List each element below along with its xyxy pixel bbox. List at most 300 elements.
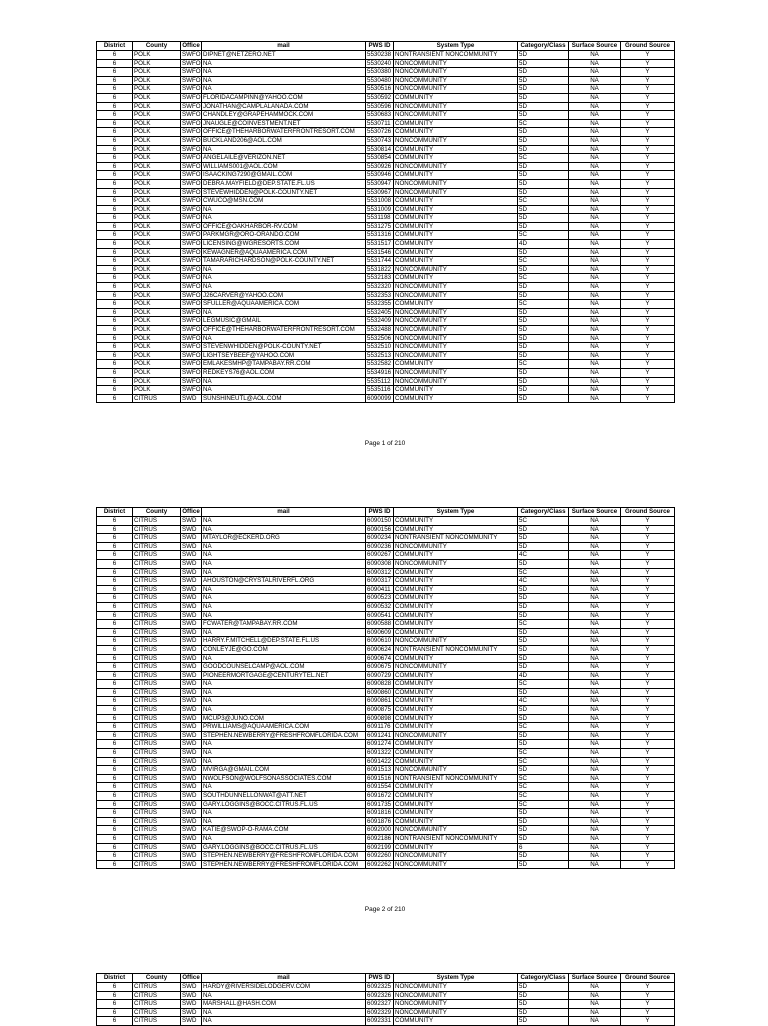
cell-county: POLK <box>133 308 181 317</box>
cell-mail: NA <box>202 76 366 85</box>
cell-category-class: 5C <box>518 774 569 783</box>
table-row <box>97 136 675 145</box>
cell-office: SWD <box>181 706 202 715</box>
cell-ground-source: Y <box>621 585 675 594</box>
cell-category-class: 5D <box>518 542 569 551</box>
cell-surface-source: NA <box>569 1008 621 1017</box>
cell-office: SWD <box>181 757 202 766</box>
cell-ground-source: Y <box>621 534 675 543</box>
cell-office: SWD <box>181 671 202 680</box>
cell-category-class: 5D <box>518 317 569 326</box>
table-row <box>97 145 675 154</box>
cell-district: 6 <box>97 51 133 60</box>
cell-county: CITRUS <box>133 843 181 852</box>
cell-ground-source: Y <box>621 283 675 292</box>
cell-district: 6 <box>97 568 133 577</box>
cell-mail: ANGELAILE@VERIZON.NET <box>202 154 366 163</box>
cell-system-type: COMMUNITY <box>394 171 518 180</box>
cell-system-type: COMMUNITY <box>394 671 518 680</box>
cell-county: CITRUS <box>133 740 181 749</box>
cell-mail: NA <box>202 283 366 292</box>
cell-system-type: NONCOMMUNITY <box>394 59 518 68</box>
column-header-category-class: Category/Class <box>518 508 569 517</box>
cell-pws-id: 5532183 <box>366 274 394 283</box>
cell-category-class: 5D <box>518 128 569 137</box>
cell-category-class: 5D <box>518 343 569 352</box>
cell-district: 6 <box>97 291 133 300</box>
cell-pws-id: 6091176 <box>366 723 394 732</box>
cell-surface-source: NA <box>569 291 621 300</box>
cell-ground-source: Y <box>621 663 675 672</box>
cell-pws-id: 5530967 <box>366 188 394 197</box>
cell-category-class: 5D <box>518 102 569 111</box>
data-table <box>96 41 675 403</box>
cell-mail: FCWATER@TAMPABAY.RR.COM <box>202 620 366 629</box>
cell-district: 6 <box>97 517 133 526</box>
cell-system-type: COMMUNITY <box>394 300 518 309</box>
cell-pws-id: 6091241 <box>366 731 394 740</box>
cell-category-class: 5D <box>518 248 569 257</box>
table-row <box>97 119 675 128</box>
cell-ground-source: Y <box>621 334 675 343</box>
cell-ground-source: Y <box>621 240 675 249</box>
cell-office: SWD <box>181 517 202 526</box>
table-row <box>97 517 675 526</box>
cell-district: 6 <box>97 214 133 223</box>
cell-category-class: 5C <box>518 757 569 766</box>
cell-system-type: COMMUNITY <box>394 697 518 706</box>
table-row <box>97 377 675 386</box>
cell-county: CITRUS <box>133 774 181 783</box>
cell-surface-source: NA <box>569 594 621 603</box>
cell-surface-source: NA <box>569 585 621 594</box>
cell-category-class: 5D <box>518 852 569 861</box>
cell-county: CITRUS <box>133 809 181 818</box>
cell-mail: LICENSING@WGRESORTS.COM <box>202 240 366 249</box>
cell-pws-id: 5532320 <box>366 283 394 292</box>
cell-surface-source: NA <box>569 248 621 257</box>
cell-county: POLK <box>133 179 181 188</box>
cell-district: 6 <box>97 119 133 128</box>
cell-category-class: 5D <box>518 386 569 395</box>
cell-pws-id: 6090828 <box>366 680 394 689</box>
cell-category-class: 5C <box>518 749 569 758</box>
cell-system-type: COMMUNITY <box>394 274 518 283</box>
cell-ground-source: Y <box>621 179 675 188</box>
cell-county: POLK <box>133 162 181 171</box>
cell-mail: NA <box>202 602 366 611</box>
table-row <box>97 1008 675 1017</box>
cell-mail: NWOLFSON@WOLFSONASSOCIATES.COM <box>202 774 366 783</box>
cell-system-type: COMMUNITY <box>394 843 518 852</box>
table-row <box>97 102 675 111</box>
cell-district: 6 <box>97 706 133 715</box>
cell-pws-id: 5530726 <box>366 128 394 137</box>
cell-category-class: 5D <box>518 991 569 1000</box>
cell-category-class: 5C <box>518 231 569 240</box>
cell-ground-source: Y <box>621 205 675 214</box>
cell-office: SWD <box>181 697 202 706</box>
cell-category-class: 5D <box>518 368 569 377</box>
cell-category-class: 5C <box>518 680 569 689</box>
cell-surface-source: NA <box>569 68 621 77</box>
cell-pws-id: 6090308 <box>366 559 394 568</box>
table-row <box>97 542 675 551</box>
table-row <box>97 300 675 309</box>
cell-ground-source: Y <box>621 154 675 163</box>
cell-category-class: 5D <box>518 162 569 171</box>
cell-county: POLK <box>133 111 181 120</box>
cell-ground-source: Y <box>621 394 675 403</box>
cell-surface-source: NA <box>569 240 621 249</box>
cell-county: POLK <box>133 68 181 77</box>
cell-ground-source: Y <box>621 568 675 577</box>
cell-surface-source: NA <box>569 783 621 792</box>
table-row <box>97 317 675 326</box>
cell-county: CITRUS <box>133 826 181 835</box>
cell-office: SWFO <box>182 231 201 239</box>
cell-district: 6 <box>97 231 133 240</box>
cell-category-class: 5D <box>518 637 569 646</box>
cell-mail: KATIE@SWOP-O-RAMA.COM <box>202 826 366 835</box>
cell-ground-source: Y <box>621 343 675 352</box>
cell-mail: WILLIAMS001@AOL.COM <box>202 162 366 171</box>
cell-office: SWD <box>181 766 202 775</box>
column-header-county: County <box>133 42 181 51</box>
cell-surface-source: NA <box>569 274 621 283</box>
cell-surface-source: NA <box>569 214 621 223</box>
table-row <box>97 983 675 992</box>
cell-category-class: 5D <box>518 283 569 292</box>
cell-surface-source: NA <box>569 991 621 1000</box>
cell-district: 6 <box>97 265 133 274</box>
cell-system-type: NONCOMMUNITY <box>394 283 518 292</box>
cell-office: SWFO <box>182 360 201 368</box>
cell-system-type: COMMUNITY <box>394 568 518 577</box>
cell-district: 6 <box>97 991 133 1000</box>
cell-category-class: 5C <box>518 197 569 206</box>
column-header-mail: mail <box>202 974 366 983</box>
table-row <box>97 749 675 758</box>
cell-system-type: NONCOMMUNITY <box>394 991 518 1000</box>
cell-ground-source: Y <box>621 326 675 335</box>
cell-surface-source: NA <box>569 128 621 137</box>
cell-category-class: 5D <box>518 731 569 740</box>
cell-system-type: COMMUNITY <box>394 740 518 749</box>
cell-system-type: COMMUNITY <box>394 749 518 758</box>
cell-office: SWFO <box>182 145 201 153</box>
cell-county: POLK <box>133 257 181 266</box>
cell-surface-source: NA <box>569 265 621 274</box>
table-row <box>97 852 675 861</box>
cell-ground-source: Y <box>621 792 675 801</box>
cell-office: SWFO <box>182 368 201 376</box>
cell-mail: DIPNET@NETZERO.NET <box>202 51 366 60</box>
column-header-surface-source: Surface Source <box>569 508 621 517</box>
cell-system-type: NONCOMMUNITY <box>394 317 518 326</box>
cell-surface-source: NA <box>569 76 621 85</box>
cell-category-class: 5D <box>518 602 569 611</box>
cell-district: 6 <box>97 154 133 163</box>
cell-surface-source: NA <box>569 231 621 240</box>
cell-office: SWD <box>181 749 202 758</box>
cell-district: 6 <box>97 368 133 377</box>
cell-ground-source: Y <box>621 68 675 77</box>
cell-county: CITRUS <box>133 991 181 1000</box>
cell-surface-source: NA <box>569 394 621 403</box>
cell-mail: MCUP3@JUNO.COM <box>202 714 366 723</box>
cell-office: SWD <box>181 663 202 672</box>
cell-office: SWFO <box>182 154 201 162</box>
table-row <box>97 757 675 766</box>
cell-pws-id: 6090861 <box>366 697 394 706</box>
column-header-county: County <box>133 508 181 517</box>
cell-surface-source: NA <box>569 860 621 869</box>
cell-district: 6 <box>97 188 133 197</box>
cell-district: 6 <box>97 351 133 360</box>
cell-district: 6 <box>97 68 133 77</box>
cell-office: SWD <box>181 585 202 594</box>
cell-district: 6 <box>97 551 133 560</box>
cell-category-class: 5D <box>518 1017 569 1026</box>
cell-district: 6 <box>97 248 133 257</box>
cell-ground-source: Y <box>621 1000 675 1009</box>
cell-county: CITRUS <box>133 542 181 551</box>
cell-mail: GARY.LOGGINS@BOCC.CITRUS.FL.US <box>202 800 366 809</box>
cell-category-class: 5C <box>518 274 569 283</box>
column-header-system-type: System Type <box>394 42 518 51</box>
table-row <box>97 334 675 343</box>
cell-district: 6 <box>97 179 133 188</box>
cell-category-class: 5D <box>518 654 569 663</box>
cell-ground-source: Y <box>621 76 675 85</box>
cell-district: 6 <box>97 577 133 586</box>
page-3-table-container <box>96 973 674 1026</box>
cell-office: SWFO <box>182 240 201 248</box>
cell-system-type: NONCOMMUNITY <box>394 377 518 386</box>
table-row <box>97 291 675 300</box>
cell-category-class: 5D <box>518 68 569 77</box>
cell-category-class: 5C <box>518 568 569 577</box>
cell-system-type: NONCOMMUNITY <box>394 102 518 111</box>
cell-district: 6 <box>97 680 133 689</box>
table-body <box>97 517 675 869</box>
cell-category-class: 5D <box>518 179 569 188</box>
cell-office: SWD <box>181 654 202 663</box>
cell-ground-source: Y <box>621 834 675 843</box>
cell-mail: FLORIDACAMPINN@YAHOO.COM <box>202 93 366 102</box>
cell-category-class: 4C <box>518 697 569 706</box>
cell-pws-id: 5532513 <box>366 351 394 360</box>
cell-pws-id: 5531008 <box>366 197 394 206</box>
cell-mail: HARRY.F.MITCHELL@DEP.STATE.FL.US <box>202 637 366 646</box>
cell-category-class: 5C <box>518 360 569 369</box>
table-row <box>97 162 675 171</box>
cell-district: 6 <box>97 834 133 843</box>
cell-mail: TAMARARICHARDSON@POLK-COUNTY.NET <box>202 257 366 266</box>
cell-mail: JNAUGLE@COINVESTMENT.NET <box>202 119 366 128</box>
cell-mail: OFFICE@OAKHARBOR-RV.COM <box>202 222 366 231</box>
cell-office: SWFO <box>182 93 201 101</box>
table-row <box>97 697 675 706</box>
cell-office: SWFO <box>182 205 201 213</box>
cell-mail: NA <box>202 688 366 697</box>
table-row <box>97 559 675 568</box>
table-row <box>97 809 675 818</box>
cell-ground-source: Y <box>621 300 675 309</box>
cell-surface-source: NA <box>569 620 621 629</box>
cell-surface-source: NA <box>569 834 621 843</box>
cell-district: 6 <box>97 749 133 758</box>
cell-ground-source: Y <box>621 654 675 663</box>
cell-county: CITRUS <box>133 551 181 560</box>
cell-district: 6 <box>97 171 133 180</box>
cell-county: CITRUS <box>133 714 181 723</box>
cell-ground-source: Y <box>621 817 675 826</box>
column-header-district: District <box>97 508 133 517</box>
cell-category-class: 5D <box>518 525 569 534</box>
table-header-row <box>97 974 675 983</box>
column-header-system-type: System Type <box>394 974 518 983</box>
cell-category-class: 5D <box>518 645 569 654</box>
cell-system-type: COMMUNITY <box>394 783 518 792</box>
cell-ground-source: Y <box>621 826 675 835</box>
cell-ground-source: Y <box>621 145 675 154</box>
cell-system-type: COMMUNITY <box>394 800 518 809</box>
cell-mail: DEBRA.MAYFIELD@DEP.STATE.FL.US <box>202 179 366 188</box>
cell-county: CITRUS <box>133 645 181 654</box>
cell-system-type: COMMUNITY <box>394 145 518 154</box>
cell-mail: MTAYLOR@ECKERD.ORG <box>202 534 366 543</box>
cell-county: CITRUS <box>133 602 181 611</box>
cell-county: CITRUS <box>133 697 181 706</box>
cell-category-class: 4D <box>518 671 569 680</box>
cell-county: CITRUS <box>133 757 181 766</box>
cell-system-type: NONCOMMUNITY <box>394 860 518 869</box>
column-header-pws-id: PWS ID <box>366 42 394 51</box>
cell-ground-source: Y <box>621 59 675 68</box>
table-row <box>97 128 675 137</box>
cell-category-class: 5D <box>518 585 569 594</box>
table-row <box>97 680 675 689</box>
cell-ground-source: Y <box>621 274 675 283</box>
cell-county: CITRUS <box>133 1008 181 1017</box>
table-body <box>97 983 675 1026</box>
cell-district: 6 <box>97 800 133 809</box>
cell-office: SWFO <box>182 76 201 84</box>
cell-district: 6 <box>97 843 133 852</box>
cell-pws-id: 6090411 <box>366 585 394 594</box>
cell-office: SWD <box>181 551 202 560</box>
table-row <box>97 368 675 377</box>
cell-office: SWD <box>181 1017 202 1026</box>
cell-district: 6 <box>97 162 133 171</box>
cell-district: 6 <box>97 740 133 749</box>
cell-pws-id: 5532510 <box>366 343 394 352</box>
cell-pws-id: 6090156 <box>366 525 394 534</box>
cell-category-class: 4C <box>518 551 569 560</box>
cell-district: 6 <box>97 860 133 869</box>
cell-district: 6 <box>97 594 133 603</box>
cell-mail: OFFICE@THEHARBORWATERFRONTRESORT.COM <box>202 128 366 137</box>
cell-ground-source: Y <box>621 637 675 646</box>
cell-ground-source: Y <box>621 111 675 120</box>
cell-pws-id: 5532506 <box>366 334 394 343</box>
cell-mail: NA <box>202 334 366 343</box>
cell-surface-source: NA <box>569 368 621 377</box>
cell-system-type: COMMUNITY <box>394 620 518 629</box>
cell-district: 6 <box>97 542 133 551</box>
cell-mail: NA <box>202 525 366 534</box>
cell-category-class: 5C <box>518 300 569 309</box>
cell-office: SWFO <box>182 257 201 265</box>
cell-ground-source: Y <box>621 377 675 386</box>
table-header-row <box>97 508 675 517</box>
cell-pws-id: 5532582 <box>366 360 394 369</box>
cell-ground-source: Y <box>621 559 675 568</box>
cell-county: CITRUS <box>133 517 181 526</box>
cell-county: CITRUS <box>133 860 181 869</box>
cell-mail: SOUTHDUNNELLONWAT@ATT.NET <box>202 792 366 801</box>
cell-category-class: 5D <box>518 860 569 869</box>
cell-category-class: 5D <box>518 188 569 197</box>
cell-system-type: COMMUNITY <box>394 257 518 266</box>
cell-category-class: 5D <box>518 611 569 620</box>
column-header-pws-id: PWS ID <box>366 508 394 517</box>
table-row <box>97 594 675 603</box>
cell-surface-source: NA <box>569 628 621 637</box>
cell-county: CITRUS <box>133 723 181 732</box>
cell-county: CITRUS <box>133 792 181 801</box>
cell-category-class: 5D <box>518 834 569 843</box>
cell-pws-id: 6091322 <box>366 749 394 758</box>
cell-ground-source: Y <box>621 542 675 551</box>
cell-surface-source: NA <box>569 145 621 154</box>
cell-ground-source: Y <box>621 197 675 206</box>
cell-district: 6 <box>97 602 133 611</box>
cell-ground-source: Y <box>621 525 675 534</box>
table-row <box>97 602 675 611</box>
column-header-office: Office <box>182 42 200 50</box>
cell-ground-source: Y <box>621 257 675 266</box>
cell-pws-id: 6090729 <box>366 671 394 680</box>
cell-pws-id: 5532488 <box>366 326 394 335</box>
cell-pws-id: 5530240 <box>366 59 394 68</box>
cell-office: SWFO <box>182 179 201 187</box>
cell-mail: CHANDLEY@GRAPEHAMMOCK.COM <box>202 111 366 120</box>
cell-mail: OFFICE@THEHARBORWATERFRONTRESORT.COM <box>202 326 366 335</box>
cell-pws-id: 6091672 <box>366 792 394 801</box>
cell-system-type: COMMUNITY <box>394 654 518 663</box>
cell-category-class: 5D <box>518 76 569 85</box>
cell-mail: J26CARVER@YAHOO.COM <box>202 291 366 300</box>
cell-system-type: COMMUNITY <box>394 197 518 206</box>
cell-surface-source: NA <box>569 154 621 163</box>
cell-district: 6 <box>97 240 133 249</box>
table-row <box>97 800 675 809</box>
cell-county: CITRUS <box>133 620 181 629</box>
cell-surface-source: NA <box>569 59 621 68</box>
cell-surface-source: NA <box>569 525 621 534</box>
cell-system-type: NONTRANSIENT NONCOMMUNITY <box>394 645 518 654</box>
cell-mail: NA <box>202 377 366 386</box>
table-row <box>97 991 675 1000</box>
table-row <box>97 283 675 292</box>
cell-mail: NA <box>202 1017 366 1026</box>
cell-system-type: NONTRANSIENT NONCOMMUNITY <box>394 834 518 843</box>
cell-category-class: 5C <box>518 119 569 128</box>
cell-ground-source: Y <box>621 860 675 869</box>
